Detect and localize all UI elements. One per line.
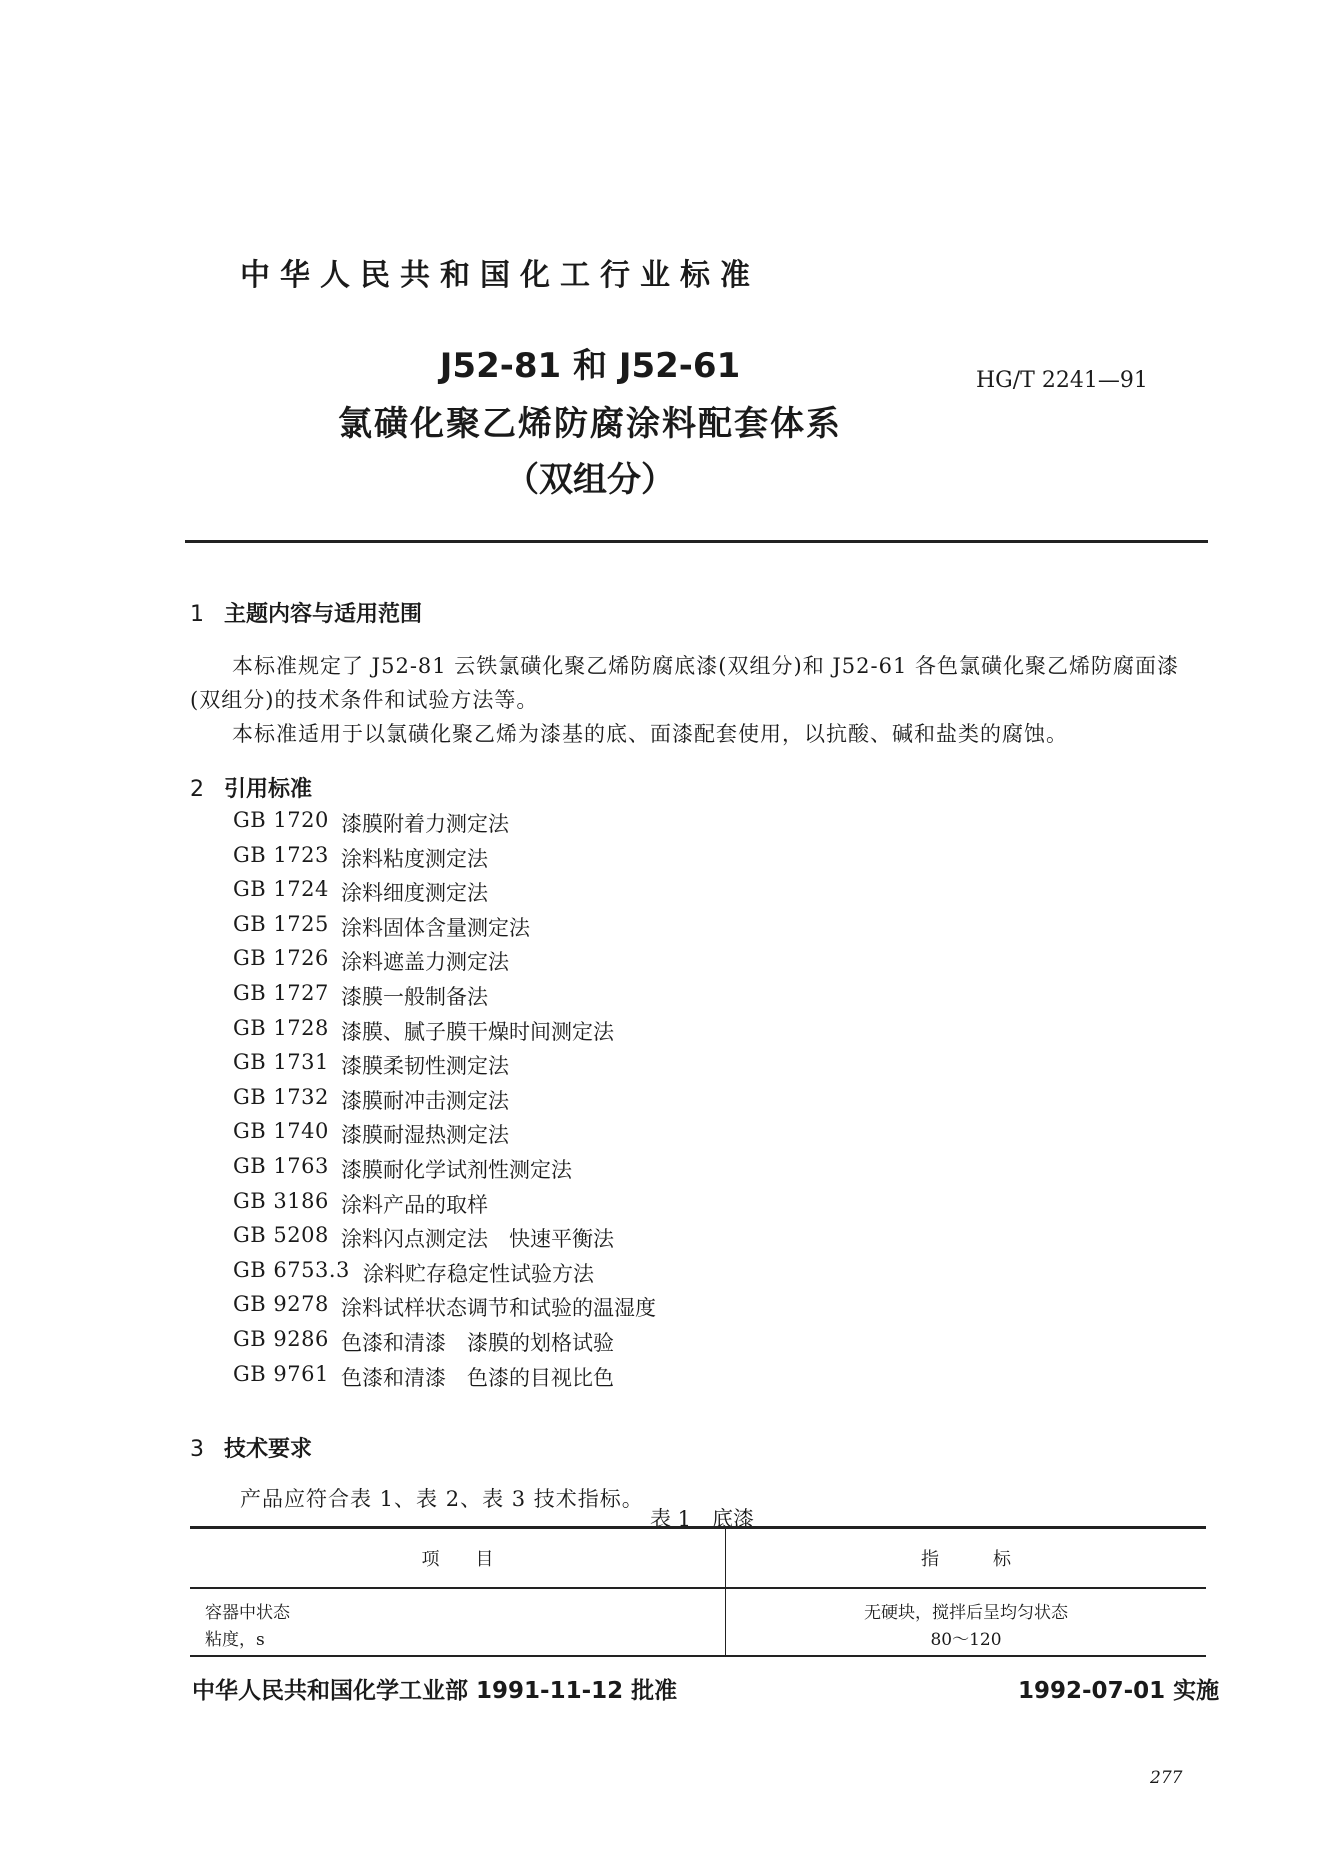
- reference-item: [233, 1050, 656, 1085]
- table-row: [190, 1588, 1206, 1624]
- reference-code: GB 1726: [233, 946, 329, 971]
- reference-code: GB 1724: [233, 877, 329, 902]
- section-title: 引用标准: [224, 777, 313, 802]
- section-title: 主题内容与适用范围: [224, 602, 423, 627]
- section-1-heading: [190, 597, 422, 628]
- reference-title: 涂料试样状态调节和试验的温湿度: [341, 1296, 656, 1321]
- reference-title: 涂料粘度测定法: [341, 846, 488, 871]
- reference-code: GB 1740: [233, 1119, 329, 1144]
- reference-item: [233, 1258, 656, 1293]
- column-header-item: 项 目: [190, 1528, 726, 1589]
- reference-title: 涂料细度测定法: [341, 881, 488, 906]
- reference-code: GB 1725: [233, 911, 329, 936]
- reference-item: [233, 1362, 656, 1397]
- reference-item: [233, 1119, 656, 1154]
- reference-item: [233, 912, 656, 947]
- table-header-row: [190, 1528, 1206, 1589]
- table-1-caption: 表 1 底漆: [650, 1507, 755, 1531]
- reference-item: [233, 1327, 656, 1362]
- reference-list: [233, 808, 656, 1396]
- table-cell-value: 无硬块，搅拌后呈均匀状态: [864, 1603, 1068, 1623]
- reference-item: [233, 843, 656, 878]
- section-3-para-1: 产品应符合表 1、表 2、表 3 技术指标。: [240, 1487, 644, 1511]
- reference-item: [233, 981, 656, 1016]
- effective-date: 1992-07-01 实施: [1018, 1678, 1220, 1704]
- reference-code: GB 1763: [233, 1153, 329, 1178]
- section-2-heading: [190, 772, 312, 803]
- reference-item: [233, 1223, 656, 1258]
- reference-code: GB 1723: [233, 842, 329, 867]
- reference-code: GB 5208: [233, 1223, 329, 1248]
- reference-title: 涂料遮盖力测定法: [341, 950, 509, 975]
- reference-title: 漆膜一般制备法: [341, 984, 488, 1009]
- reference-title: 涂料闪点测定法 快速平衡法: [341, 1227, 614, 1252]
- doc-title-line-1: J52-81 和 J52-61: [439, 346, 741, 386]
- reference-title: 漆膜耐湿热测定法: [341, 1123, 509, 1148]
- reference-title: 漆膜、腻子膜干燥时间测定法: [341, 1019, 614, 1044]
- page-number: 277: [1150, 1768, 1183, 1788]
- table-row: [190, 1624, 1206, 1656]
- reference-title: 漆膜柔韧性测定法: [341, 1054, 509, 1079]
- reference-item: [233, 1085, 656, 1120]
- table-1: [190, 1526, 1206, 1657]
- reference-title: 涂料产品的取样: [341, 1192, 488, 1217]
- reference-code: GB 9761: [233, 1361, 329, 1386]
- doc-title-line-3: （双组分）: [505, 460, 675, 500]
- reference-code: GB 1731: [233, 1050, 329, 1075]
- doc-title-line-2: 氯磺化聚乙烯防腐涂料配套体系: [338, 404, 842, 444]
- reference-code: GB 1732: [233, 1084, 329, 1109]
- reference-title: 漆膜附着力测定法: [341, 812, 509, 836]
- reference-title: 涂料固体含量测定法: [341, 915, 530, 940]
- reference-title: 漆膜耐化学试剂性测定法: [341, 1157, 572, 1182]
- table-cell-item: 粘度，s: [190, 1624, 726, 1656]
- reference-item: [233, 946, 656, 981]
- section-number: 3: [190, 1437, 204, 1462]
- section-number: 2: [190, 777, 204, 802]
- reference-code: GB 1727: [233, 980, 329, 1005]
- reference-title: 漆膜耐冲击测定法: [341, 1088, 509, 1113]
- reference-code: GB 3186: [233, 1188, 329, 1213]
- reference-item: [233, 1016, 656, 1051]
- reference-title: 涂料贮存稳定性试验方法: [363, 1261, 594, 1286]
- section-1-para-1a: 本标准规定了 J52-81 云铁氯磺化聚乙烯防腐底漆(双组分)和 J52-61 各色氯磺化聚乙烯防腐面漆: [232, 654, 1179, 678]
- column-header-value: 指 标: [726, 1528, 1207, 1589]
- section-number: 1: [190, 602, 204, 627]
- header-title: 中华人民共和国化工行业标准: [240, 258, 760, 293]
- table-cell-value: 80～120: [726, 1624, 1207, 1656]
- reference-code: GB 1720: [233, 808, 329, 832]
- standard-number: HG/T 2241—91: [976, 368, 1148, 393]
- reference-title: 色漆和清漆 色漆的目视比色: [341, 1365, 614, 1390]
- reference-item: [233, 1189, 656, 1224]
- section-title: 技术要求: [224, 1437, 313, 1462]
- reference-code: GB 1728: [233, 1015, 329, 1040]
- reference-item: [233, 1292, 656, 1327]
- reference-title: 色漆和清漆 漆膜的划格试验: [341, 1330, 614, 1355]
- approval-line: 中华人民共和国化学工业部 1991-11-12 批准: [192, 1678, 678, 1704]
- section-1-para-2: 本标准适用于以氯磺化聚乙烯为漆基的底、面漆配套使用，以抗酸、碱和盐类的腐蚀。: [232, 722, 1068, 746]
- reference-code: GB 6753.3: [233, 1257, 350, 1282]
- table-cell-item: 容器中状态: [190, 1588, 726, 1624]
- section-3-heading: [190, 1432, 312, 1463]
- reference-item: [233, 808, 656, 843]
- reference-item: [233, 877, 656, 912]
- section-1-para-1b: (双组分)的技术条件和试验方法等。: [190, 688, 539, 712]
- reference-code: GB 9286: [233, 1326, 329, 1351]
- reference-code: GB 9278: [233, 1292, 329, 1317]
- title-divider: [185, 540, 1208, 543]
- reference-item: [233, 1154, 656, 1189]
